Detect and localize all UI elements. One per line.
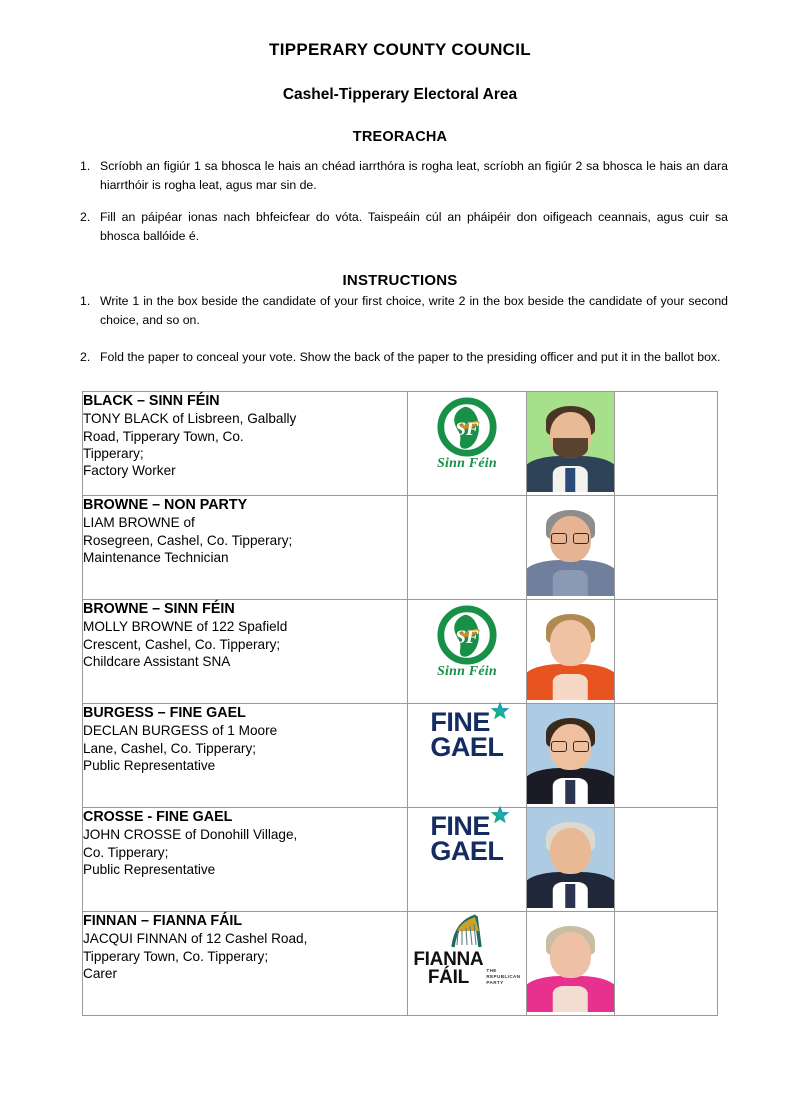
- fianna-fail-tagline: THE REPUBLICAN PARTY: [486, 968, 521, 985]
- candidate-heading: FINNAN – FIANNA FÁIL: [83, 913, 243, 930]
- candidate-photo-cell: [527, 704, 614, 808]
- candidate-detail-line: JACQUI FINNAN of 12 Cashel Road,: [83, 931, 308, 947]
- candidate-detail-line: MOLLY BROWNE of 122 Spafield: [83, 619, 288, 635]
- table-row: [83, 392, 718, 496]
- list-number: 2.: [80, 210, 91, 225]
- candidate-detail-line: TONY BLACK of Lisbreen, Galbally: [83, 411, 297, 427]
- candidate-detail-line: Childcare Assistant SNA: [83, 653, 231, 669]
- fianna-fail-harp-icon: [446, 914, 488, 950]
- list-text: Write 1 in the box beside the candidate of your first choice, write 2 in the box beside the candidate of your second choice, and so on.: [100, 294, 728, 328]
- sinn-fein-logo: [436, 600, 498, 680]
- english-instructions-heading: INSTRUCTIONS: [342, 272, 458, 290]
- page-title: TIPPERARY COUNTY COUNCIL: [269, 40, 531, 59]
- english-instructions-list: [70, 292, 730, 367]
- ballot-paper: [0, 40, 800, 1016]
- candidate-photo-tony-black: [527, 392, 613, 492]
- fine-gael-wordmark: FINE GAEL: [430, 811, 504, 867]
- candidate-detail-line: DECLAN BURGESS of 1 Moore: [83, 723, 278, 739]
- fianna-fail-wordmark: FIANNA FÁIL THE REPUBLICAN PARTY: [413, 949, 521, 989]
- candidate-photo-john-crosse: [527, 808, 613, 908]
- candidate-heading: BROWNE – NON PARTY: [83, 497, 248, 514]
- irish-instructions-list: [70, 157, 730, 246]
- candidate-details-cell: [83, 704, 408, 808]
- candidate-photo-declan-burgess: [527, 704, 613, 804]
- candidate-detail-line: Co. Tipperary;: [83, 844, 169, 860]
- candidate-detail-line: LIAM BROWNE of: [83, 515, 195, 531]
- candidate-photo-jacqui-finnan: [527, 912, 613, 1012]
- svg-text:SF: SF: [455, 419, 479, 441]
- candidate-detail-line: Public Representative: [83, 861, 216, 877]
- candidate-detail-line: Lane, Cashel, Co. Tipperary;: [83, 740, 257, 756]
- vote-marking-box[interactable]: [614, 496, 717, 600]
- candidate-details-cell: [83, 600, 408, 704]
- vote-marking-box[interactable]: [614, 600, 717, 704]
- fine-gael-logo: [428, 704, 505, 764]
- candidate-heading: BLACK – SINN FÉIN: [83, 393, 220, 410]
- candidate-detail-line: Tipperary;: [83, 445, 144, 461]
- candidate-detail-line: Crescent, Cashel, Co. Tipperary;: [83, 636, 281, 652]
- vote-marking-box[interactable]: [614, 392, 717, 496]
- list-text: Fill an páipéar ionas nach bhfeicfear do vóta. Taispeáin cúl an pháipéir don oifigeach ceannais, agus cuir sa bhosca ballóide é.: [100, 210, 728, 244]
- party-logo-cell: [407, 808, 527, 912]
- vote-marking-box[interactable]: [614, 808, 717, 912]
- english-instruction-item: [70, 292, 730, 330]
- candidate-detail-line: Carer: [83, 965, 117, 981]
- candidate-heading: BROWNE – SINN FÉIN: [83, 601, 235, 618]
- list-text: Fold the paper to conceal your vote. Show the back of the paper to the presiding officer and put it in the ballot box.: [100, 350, 721, 365]
- party-logo-cell: [407, 912, 527, 1016]
- english-instruction-item: [70, 348, 730, 367]
- candidate-heading: CROSSE - FINE GAEL: [83, 809, 233, 826]
- candidate-detail-line: Factory Worker: [83, 463, 176, 479]
- fine-gael-wordmark: FINE GAEL: [430, 707, 504, 763]
- fine-gael-star-icon: [489, 700, 511, 722]
- list-number: 1.: [80, 294, 91, 309]
- candidate-heading: BURGESS – FINE GAEL: [83, 705, 246, 722]
- sinn-fein-logo: [436, 392, 498, 472]
- candidate-detail-line: JOHN CROSSE of Donohill Village,: [83, 827, 298, 843]
- table-row: [83, 808, 718, 912]
- candidate-detail-line: Road, Tipperary Town, Co.: [83, 428, 244, 444]
- candidate-photo-cell: [527, 496, 614, 600]
- candidate-details-cell: [83, 392, 408, 496]
- table-row: [83, 496, 718, 600]
- candidate-table: [82, 391, 718, 1016]
- party-logo-cell: [407, 600, 527, 704]
- table-row: [83, 600, 718, 704]
- table-row: [83, 912, 718, 1016]
- candidate-details-cell: [83, 496, 408, 600]
- candidate-photo-cell: [527, 912, 614, 1016]
- electoral-area-title: Cashel-Tipperary Electoral Area: [282, 86, 518, 103]
- sinn-fein-wordmark: Sinn Féin: [437, 456, 497, 472]
- fine-gael-star-icon: [489, 804, 511, 826]
- party-logo-cell: [407, 496, 527, 600]
- list-number: 1.: [80, 159, 91, 173]
- candidate-detail-line: Maintenance Technician: [83, 549, 229, 565]
- list-text: Scríobh an figiúr 1 sa bhosca le hais an chéad iarrthóra is rogha leat, scríobh an figiúr 2 sa bhosca le hais an dara hiarrthóir is rogha leat, agus mar sin de.: [100, 159, 728, 193]
- sinn-fein-emblem: [436, 396, 498, 458]
- fianna-fail-logo: [413, 912, 520, 987]
- fine-gael-logo: [428, 808, 505, 868]
- sinn-fein-wordmark: Sinn Féin: [437, 664, 497, 680]
- table-row: [83, 704, 718, 808]
- irish-instruction-item: [70, 208, 730, 246]
- svg-text:SF: SF: [455, 627, 479, 649]
- list-number: 2.: [80, 350, 91, 365]
- candidate-detail-line: Public Representative: [83, 757, 216, 773]
- candidate-photo-cell: [527, 808, 614, 912]
- candidate-photo-cell: [527, 392, 614, 496]
- candidate-detail-line: Rosegreen, Cashel, Co. Tipperary;: [83, 532, 293, 548]
- party-logo-cell: [407, 392, 527, 496]
- candidate-photo-cell: [527, 600, 614, 704]
- vote-marking-box[interactable]: [614, 704, 717, 808]
- candidate-photo-molly-browne: [527, 600, 613, 700]
- sinn-fein-emblem: [436, 604, 498, 666]
- candidate-details-cell: [83, 912, 408, 1016]
- candidate-detail-line: Tipperary Town, Co. Tipperary;: [83, 948, 269, 964]
- irish-instructions-heading: TREORACHA: [352, 129, 448, 145]
- party-logo-cell: [407, 704, 527, 808]
- candidate-details-cell: [83, 808, 408, 912]
- candidate-photo-liam-browne: [527, 496, 613, 596]
- vote-marking-box[interactable]: [614, 912, 717, 1016]
- candidate-table-wrapper: [70, 391, 730, 1016]
- irish-instruction-item: [70, 157, 730, 195]
